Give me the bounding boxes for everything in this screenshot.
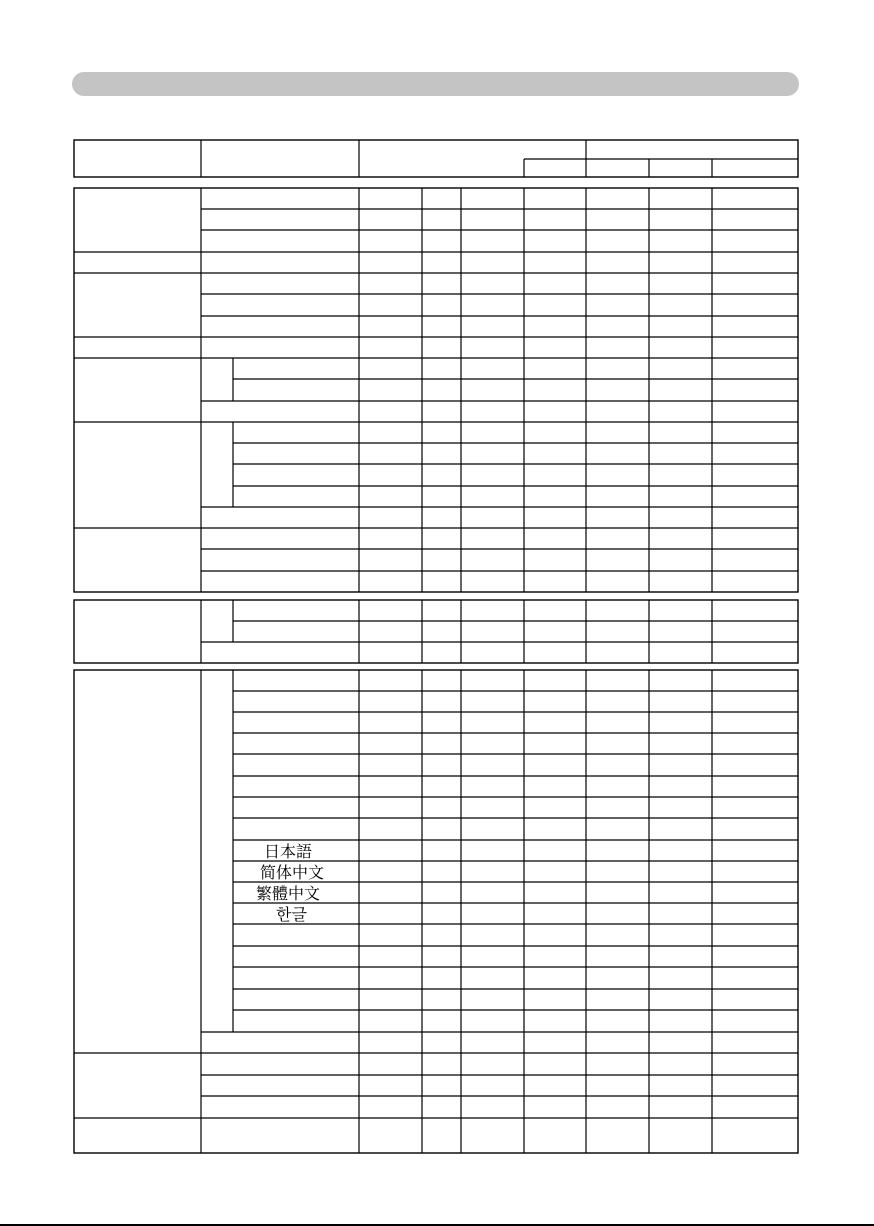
lang-japanese: 日本語 [264,842,313,861]
table-block-50 [74,670,798,1153]
table-block-38 [74,600,798,663]
lang-traditional-chinese: 繁體中文 [256,884,321,903]
table-block-9 [74,188,798,592]
lang-korean: 한글 [276,905,307,924]
lang-simplified-chinese: 简体中文 [260,863,325,882]
